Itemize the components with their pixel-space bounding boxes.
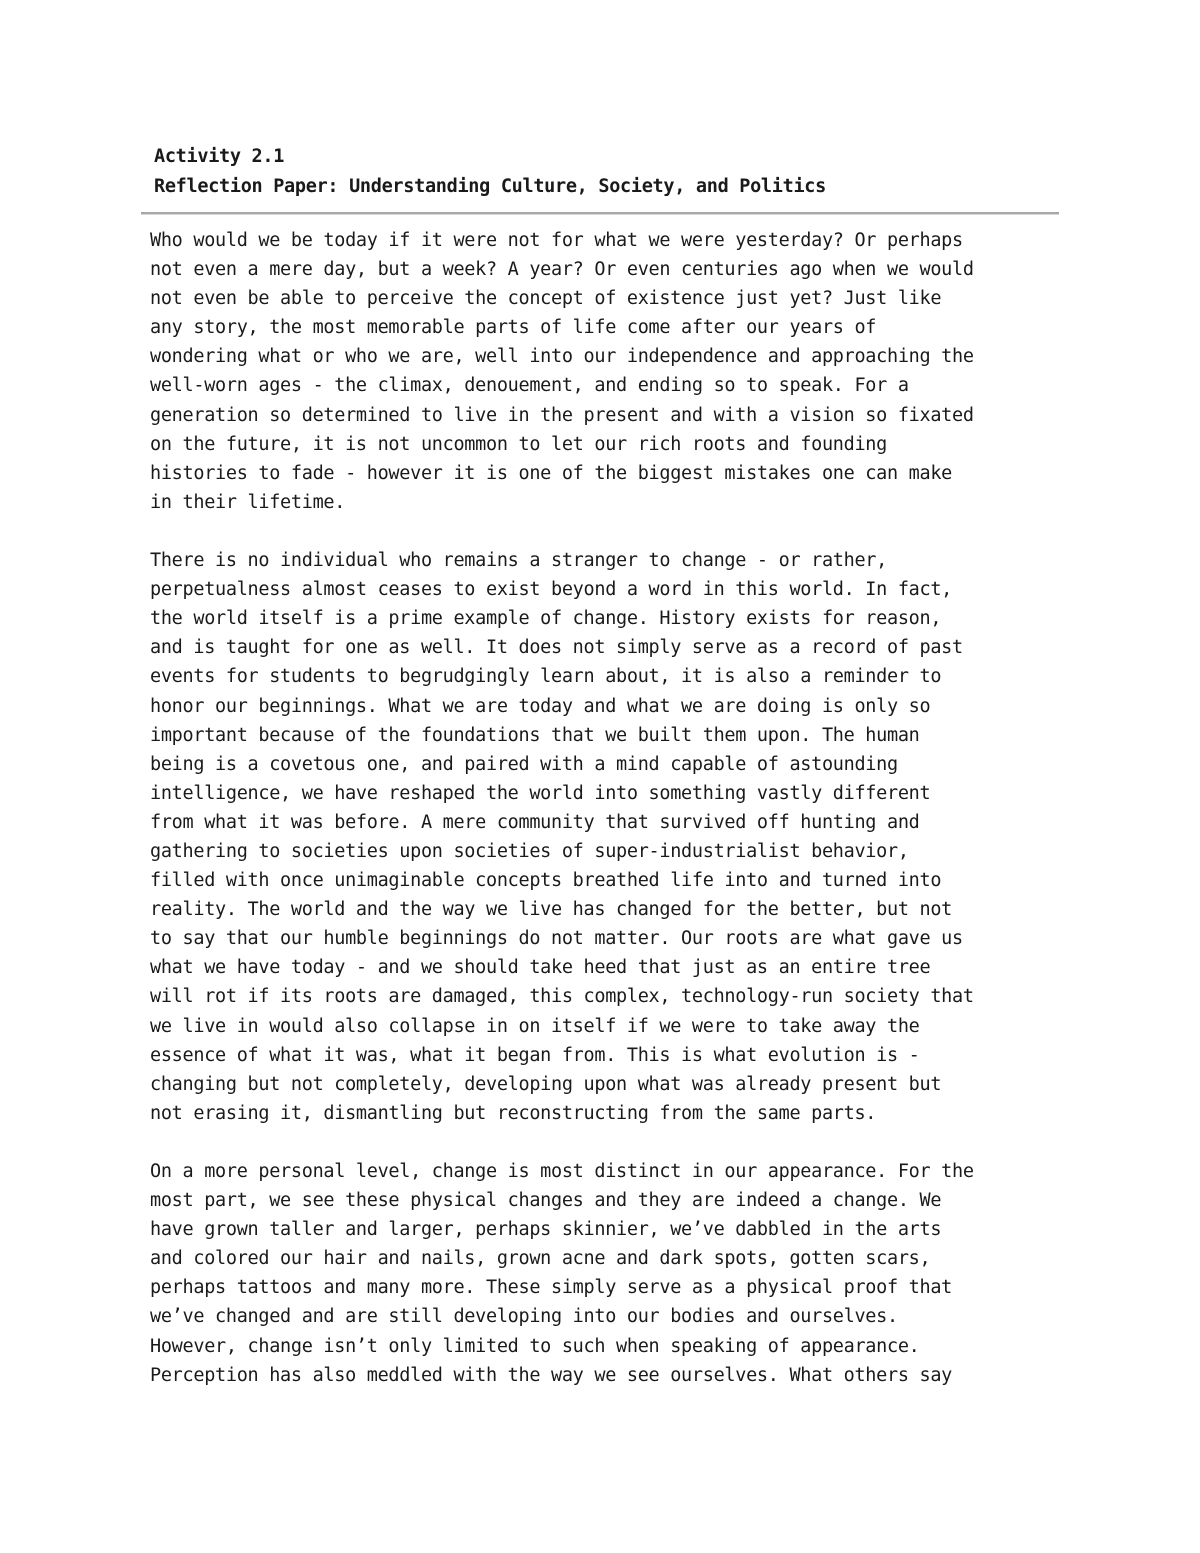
text-line: most part, we see these physical changes and they are indeed a change. We <box>150 1190 942 1212</box>
text-line: changing but not completely, developing upon what was already present but <box>150 1073 942 1095</box>
text-line: will rot if its roots are damaged, this complex, technology-run society that <box>150 986 974 1008</box>
text-line: on the future, it is not uncommon to let our rich roots and founding <box>150 433 887 455</box>
text-line: we’ve changed and are still developing into our bodies and ourselves. <box>150 1306 898 1328</box>
text-line: well-worn ages - the climax, denouement, and ending so to speak. For a <box>150 375 909 397</box>
text-line: wondering what or who we are, well into our independence and approaching the <box>150 346 974 368</box>
text-line: to say that our humble beginnings do not matter. Our roots are what gave us <box>150 928 963 950</box>
paragraph <box>150 546 1070 1128</box>
text-line: perpetualness almost ceases to exist beyond a word in this world. In fact, <box>150 579 953 601</box>
text-line: not even a mere day, but a week? A year? Or even centuries ago when we would <box>150 259 974 281</box>
text-line: important because of the foundations that we built them upon. The human <box>150 724 920 746</box>
text-line: perhaps tattoos and many more. These simply serve as a physical proof that <box>150 1277 953 1299</box>
text-line: There is no individual who remains a stranger to change - or rather, <box>150 550 887 572</box>
text-line: honor our beginnings. What we are today and what we are doing is only so <box>150 695 931 717</box>
document-body <box>150 226 1070 1419</box>
text-line: and is taught for one as well. It does not simply serve as a record of past <box>150 637 963 659</box>
text-line: Perception has also meddled with the way we see ourselves. What others say <box>150 1364 953 1386</box>
text-line: intelligence, we have reshaped the world into something vastly different <box>150 782 931 804</box>
paragraph <box>150 226 1070 517</box>
text-line: any story, the most memorable parts of life come after our years of <box>150 317 877 339</box>
text-line: not even be able to perceive the concept of existence just yet? Just like <box>150 288 942 310</box>
heading-divider <box>141 212 1059 215</box>
text-line: events for students to begrudgingly learn about, it is also a reminder to <box>150 666 942 688</box>
text-line: and colored our hair and nails, grown acne and dark spots, gotten scars, <box>150 1248 931 1270</box>
text-line: what we have today - and we should take heed that just as an entire tree <box>150 957 931 979</box>
paragraph <box>150 1157 1070 1390</box>
text-line: filled with once unimaginable concepts breathed life into and turned into <box>150 870 942 892</box>
text-line: Who would we be today if it were not for what we were yesterday? Or perhaps <box>150 230 963 251</box>
text-line: reality. The world and the way we live has changed for the better, but not <box>150 899 953 921</box>
text-line: gathering to societies upon societies of super-industrialist behavior, <box>150 840 909 862</box>
text-line: have grown taller and larger, perhaps skinnier, we’ve dabbled in the arts <box>150 1219 942 1241</box>
text-line: However, change isn’t only limited to such when speaking of appearance. <box>150 1335 920 1357</box>
document-heading <box>154 142 1054 201</box>
text-line: generation so determined to live in the present and with a vision so fixated <box>150 404 974 426</box>
text-line: histories to fade - however it is one of the biggest mistakes one can make <box>150 462 953 484</box>
text-line: from what it was before. A mere community that survived off hunting and <box>150 811 920 833</box>
text-line: essence of what it was, what it began from. This is what evolution is - <box>150 1044 920 1066</box>
text-line: the world itself is a prime example of change. History exists for reason, <box>150 608 942 630</box>
paper-title: Reflection Paper: Understanding Culture, Society, and Politics <box>154 175 826 197</box>
text-line: being is a covetous one, and paired with a mind capable of astounding <box>150 753 898 775</box>
text-line: On a more personal level, change is most distinct in our appearance. For the <box>150 1161 974 1182</box>
text-line: we live in would also collapse in on itself if we were to take away the <box>150 1015 920 1037</box>
activity-label: Activity 2.1 <box>154 146 285 167</box>
text-line: in their lifetime. <box>150 491 346 513</box>
text-line: not erasing it, dismantling but reconstructing from the same parts. <box>150 1102 877 1124</box>
